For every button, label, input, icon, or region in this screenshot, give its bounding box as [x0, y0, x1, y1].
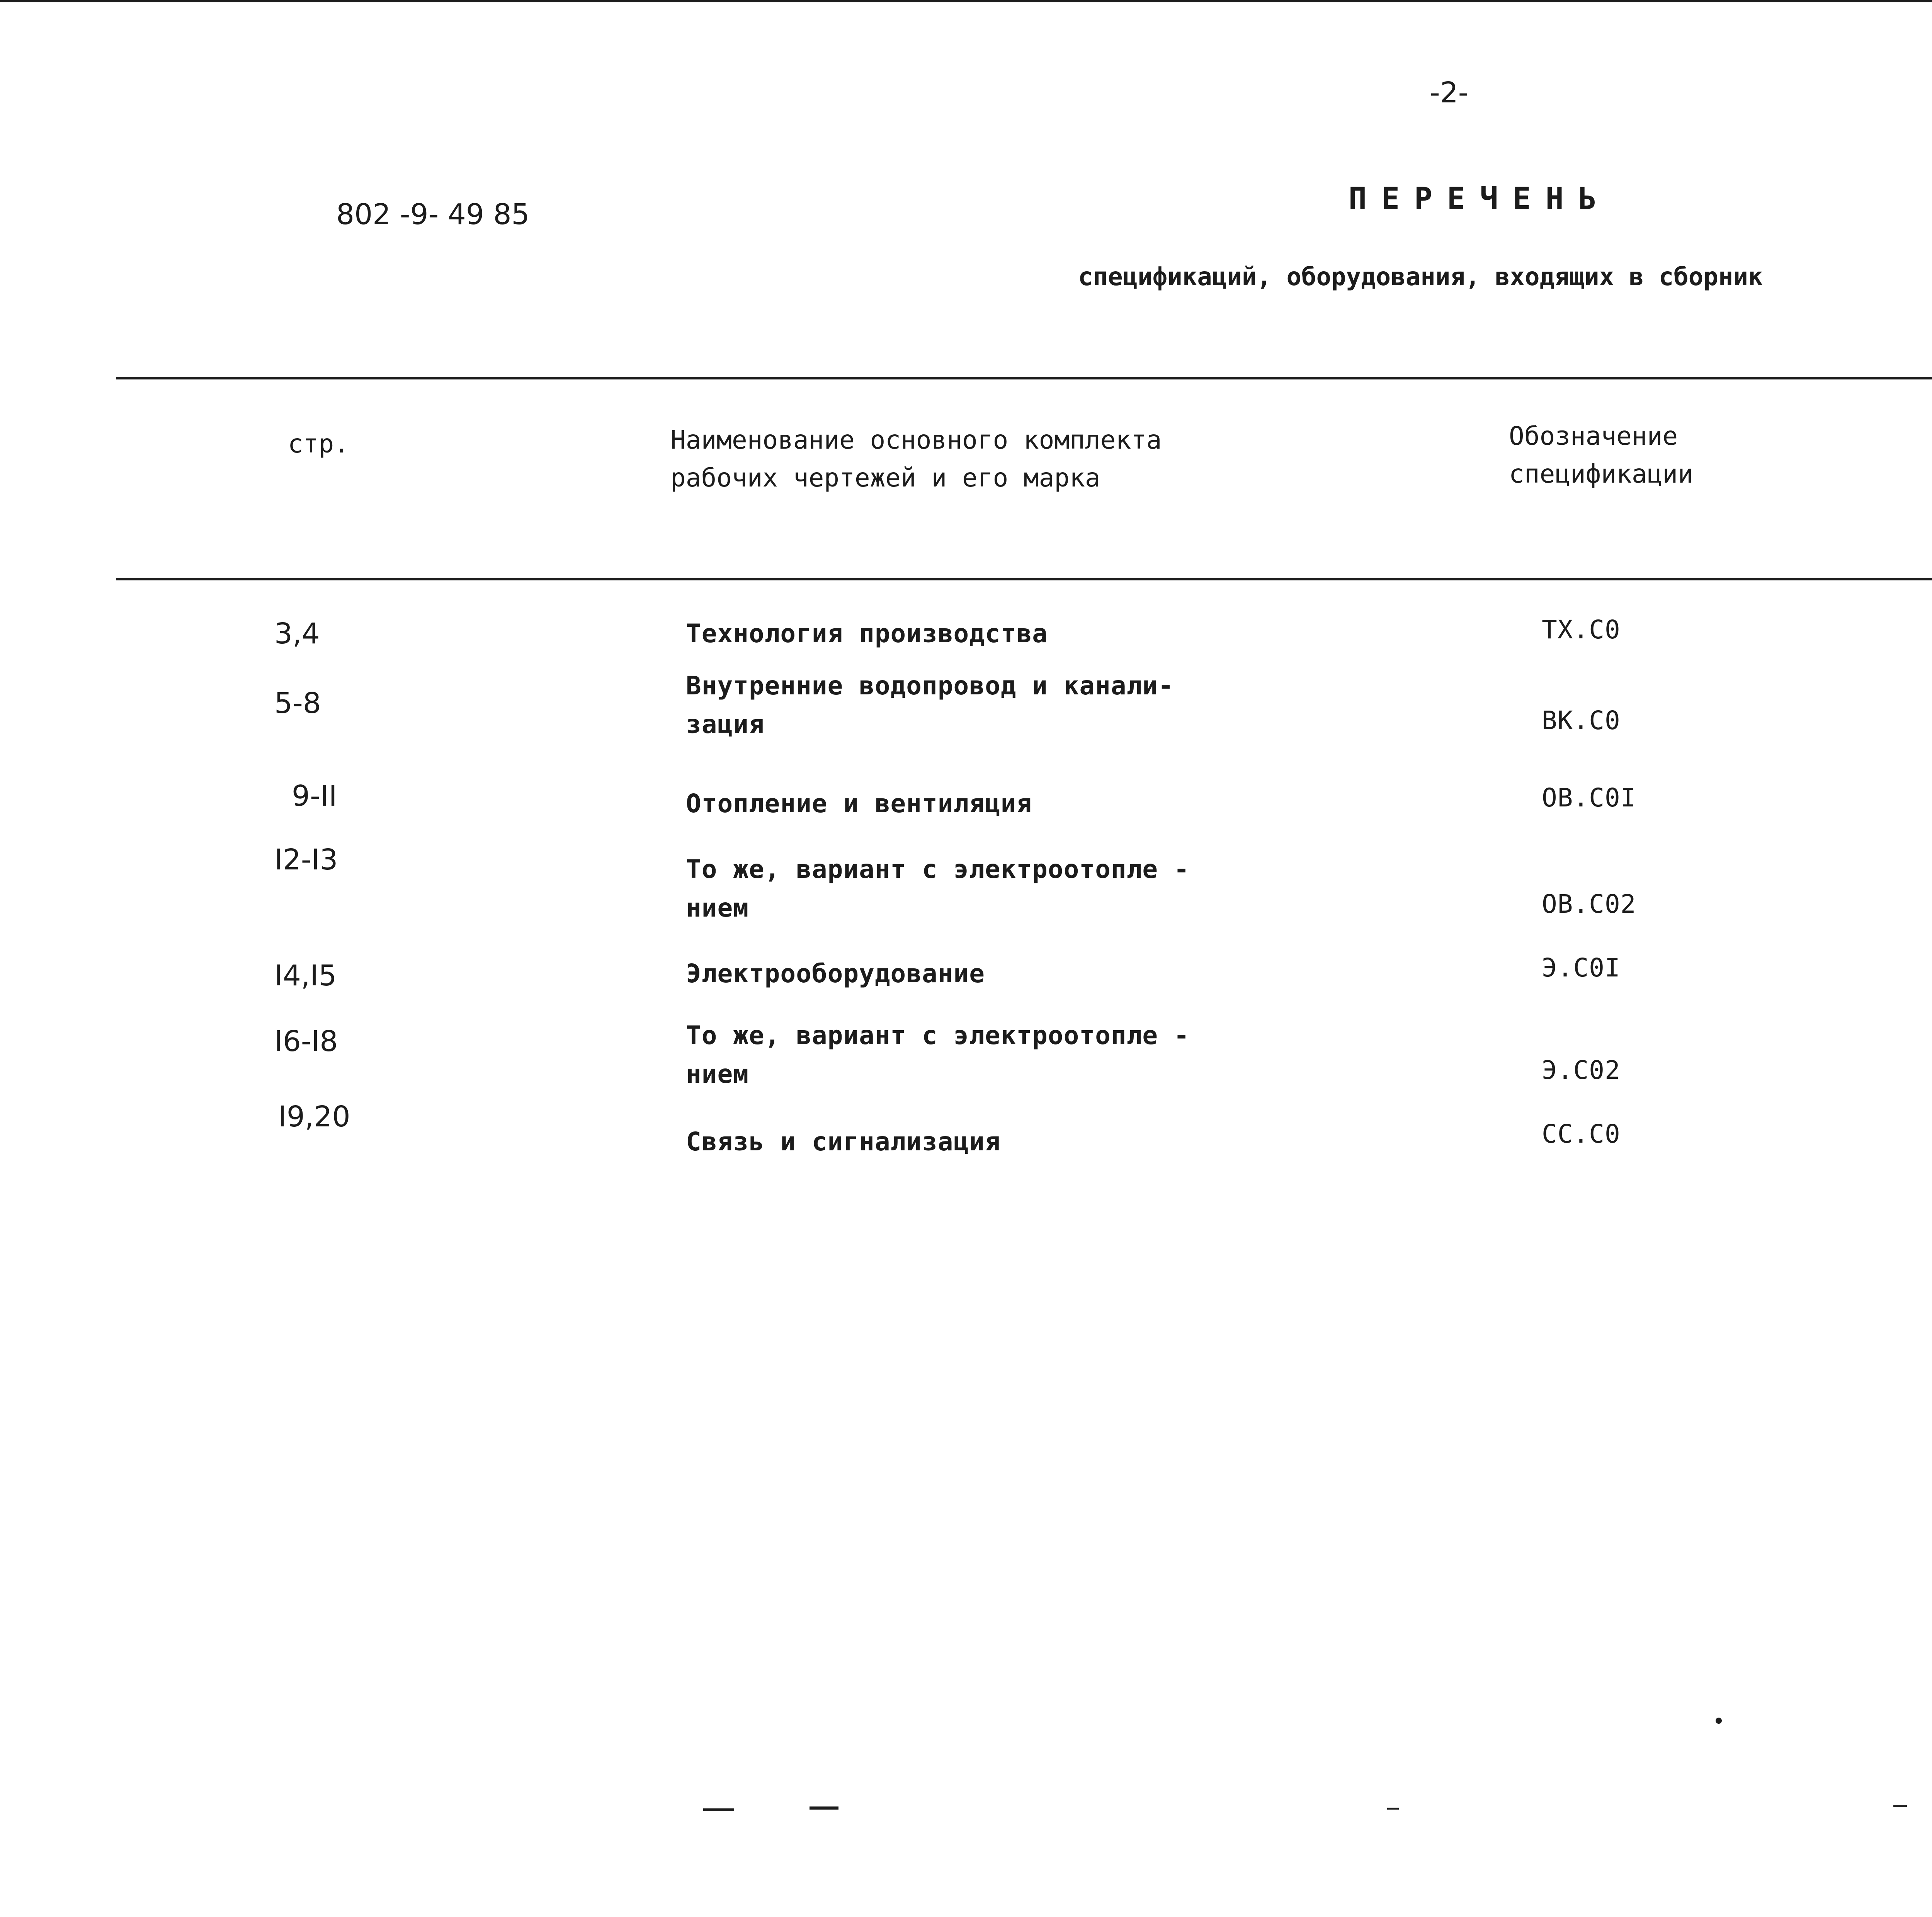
column-header-pages [288, 425, 349, 463]
row-name-line1: То же, вариант с электроотопле - [686, 854, 1190, 884]
row-name-line1: То же, вариант с электроотопле - [686, 1021, 1190, 1050]
column-header-name [670, 421, 1162, 497]
document-code: 802 -9- 49 85 [336, 198, 530, 231]
row-name [686, 1016, 1190, 1094]
top-border-line [0, 0, 1932, 2]
row-name [686, 850, 1190, 927]
row-code: ТХ.С0 [1542, 615, 1621, 645]
row-name-line2: нием [686, 893, 749, 923]
table-header-bottom-rule [116, 578, 1932, 580]
table-top-rule [116, 377, 1932, 379]
row-name-line2: нием [686, 1059, 749, 1089]
row-pages: I2-I3 [274, 843, 338, 876]
column-header-line1: стр. [288, 429, 349, 459]
scan-speck [1716, 1718, 1722, 1724]
row-pages: 9-II [292, 779, 337, 813]
row-name: Отопление и вентиляция [686, 789, 1032, 818]
scan-dash-mark [810, 1806, 838, 1810]
page-title: ПЕРЕЧЕНЬ [1349, 182, 1611, 216]
row-name: Связь и сигнализация [686, 1127, 1001, 1157]
row-name-line2: зация [686, 709, 765, 739]
row-pages: I9,20 [278, 1100, 350, 1133]
column-header-code [1509, 417, 1693, 493]
column-header-line1: Обозначение [1509, 421, 1678, 451]
row-pages: I6-I8 [274, 1025, 338, 1058]
row-name: Технология производства [686, 619, 1048, 648]
row-name: Электрооборудование [686, 959, 985, 988]
row-code: ОВ.С02 [1542, 889, 1636, 919]
column-header-line1: Наименование основного комплекта [670, 425, 1162, 455]
column-header-line2: спецификации [1509, 459, 1693, 489]
scan-dash-mark [1893, 1805, 1907, 1807]
row-code: Э.С02 [1542, 1055, 1621, 1085]
row-name-line1: Внутренние водопровод и канали- [686, 671, 1174, 701]
column-header-line2: рабочих чертежей и его марка [670, 463, 1100, 493]
row-code: ОВ.С0I [1542, 783, 1636, 813]
row-name [686, 667, 1174, 744]
row-pages: 5-8 [274, 687, 321, 720]
row-code: СС.С0 [1542, 1119, 1621, 1149]
page-number: -2- [1430, 76, 1469, 109]
scan-dash-mark [1387, 1808, 1399, 1810]
row-pages: I4,I5 [274, 959, 337, 992]
row-pages: 3,4 [274, 617, 320, 650]
row-code: ВК.С0 [1542, 706, 1621, 735]
scan-dash-mark [703, 1808, 734, 1811]
page-subtitle: спецификаций, оборудования, входящих в сборник [1078, 263, 1763, 291]
row-code: Э.С0I [1542, 953, 1621, 983]
